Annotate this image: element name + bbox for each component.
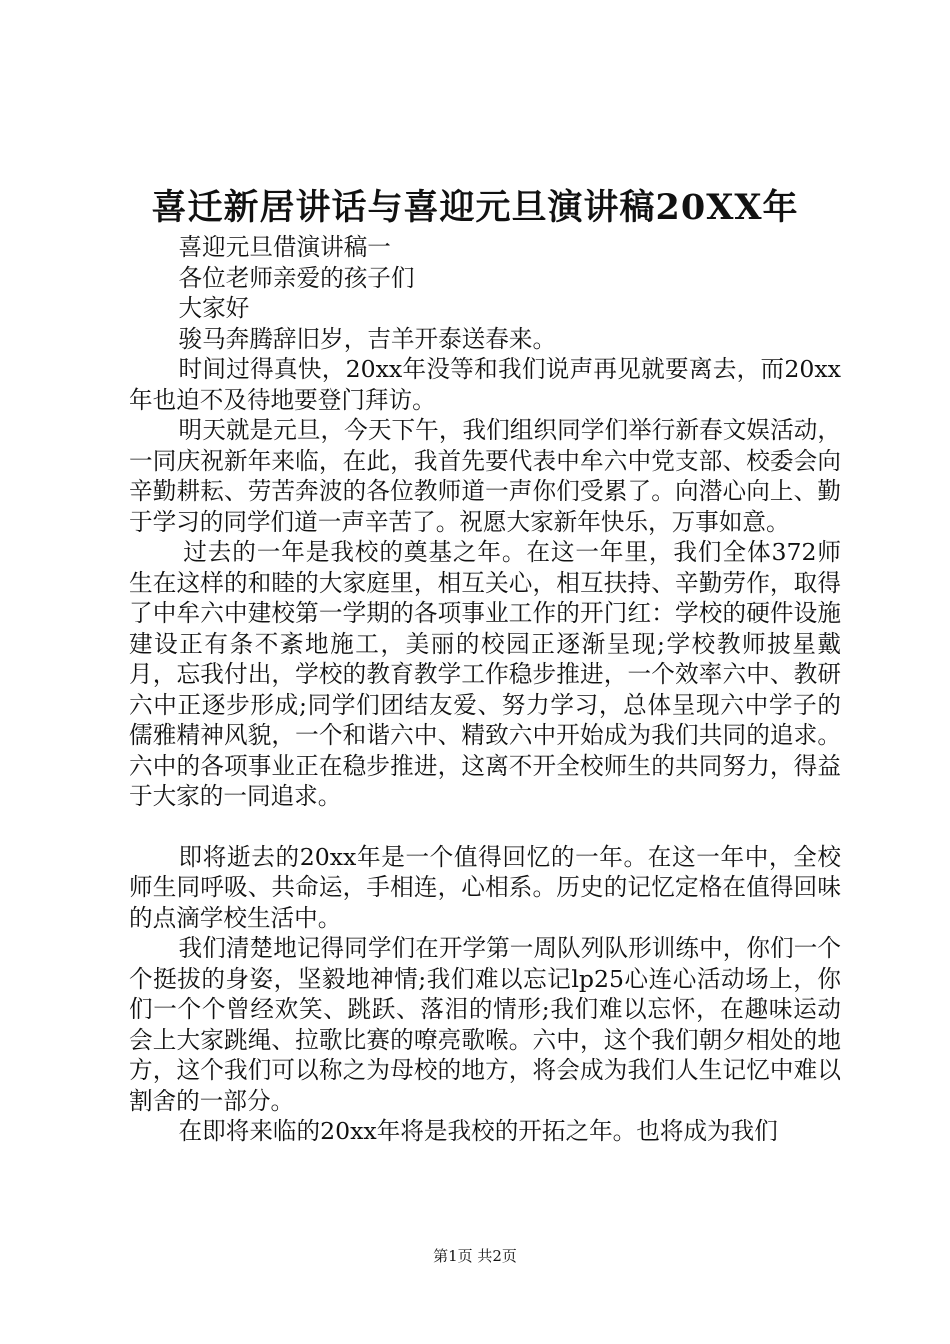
paragraph: 过去的一年是我校的奠基之年。在这一年里，我们全体372师生在这样的和睦的大家庭里，相互关心，相互扶持、辛勤劳作，取得了中牟六中建校第一学期的各项事业工作的开门红：学校的硬件设施建设正有条不紊地施工，美丽的校园正逐渐呈现;学校教师披星戴月，忘我付出，学校的教育教学工作稳步推进，一个效率六中、教研六中正逐步形成;同学们团结友爱、努力学习，总体呈现六中学子的儒雅精神风貌，一个和谐六中、精致六中开始成为我们共同的追求。六中的各项事业正在稳步推进，这离不开全校师生的共同努力，得益于大家的一同追求。 (129, 538, 841, 810)
document-body (129, 232, 841, 1147)
paragraph: 明天就是元旦，今天下午，我们组织同学们举行新春文娱活动，一同庆祝新年来临，在此，我首先要代表中牟六中党支部、校委会向辛勤耕耘、劳苦奔波的各位教师道一声你们受累了。向潜心向上、勤于学习的同学们道一声辛苦了。祝愿大家新年快乐，万事如意。 (129, 416, 841, 536)
paragraph: 骏马奔腾辞旧岁，吉羊开泰送春来。 (178, 324, 557, 353)
paragraph: 大家好 (178, 294, 250, 322)
page-footer: 第1页 共2页 (433, 1247, 517, 1265)
paragraph: 在即将来临的20xx年将是我校的开拓之年。也将成为我们 (178, 1117, 778, 1145)
paragraph-gap (129, 812, 841, 842)
paragraph: 喜迎元旦借演讲稿一 (178, 233, 391, 261)
paragraph: 各位老师亲爱的孩子们 (178, 263, 415, 292)
paragraph: 我们清楚地记得同学们在开学第一周队列队形训练中，你们一个个挺拔的身姿，坚毅地神情;我们难以忘记lp25心连心活动场上，你们一个个曾经欢笑、跳跃、落泪的情形;我们难以忘怀，在趣味运动会上大家跳绳、拉歌比赛的嘹亮歌喉。六中，这个我们朝夕相处的地方，这个我们可以称之为母校的地方，将会成为我们人生记忆中难以割舍的一部分。 (129, 934, 841, 1115)
paragraph: 时间过得真快，20xx年没等和我们说声再见就要离去，而20xx年也迫不及待地要登门拜访。 (129, 355, 841, 414)
paragraph: 即将逝去的20xx年是一个值得回忆的一年。在这一年中，全校师生同呼吸、共命运，手相连，心相系。历史的记忆定格在值得回味的点滴学校生活中。 (129, 842, 841, 932)
document-title: 喜迁新居讲话与喜迎元旦演讲稿20XX年 (151, 187, 799, 228)
